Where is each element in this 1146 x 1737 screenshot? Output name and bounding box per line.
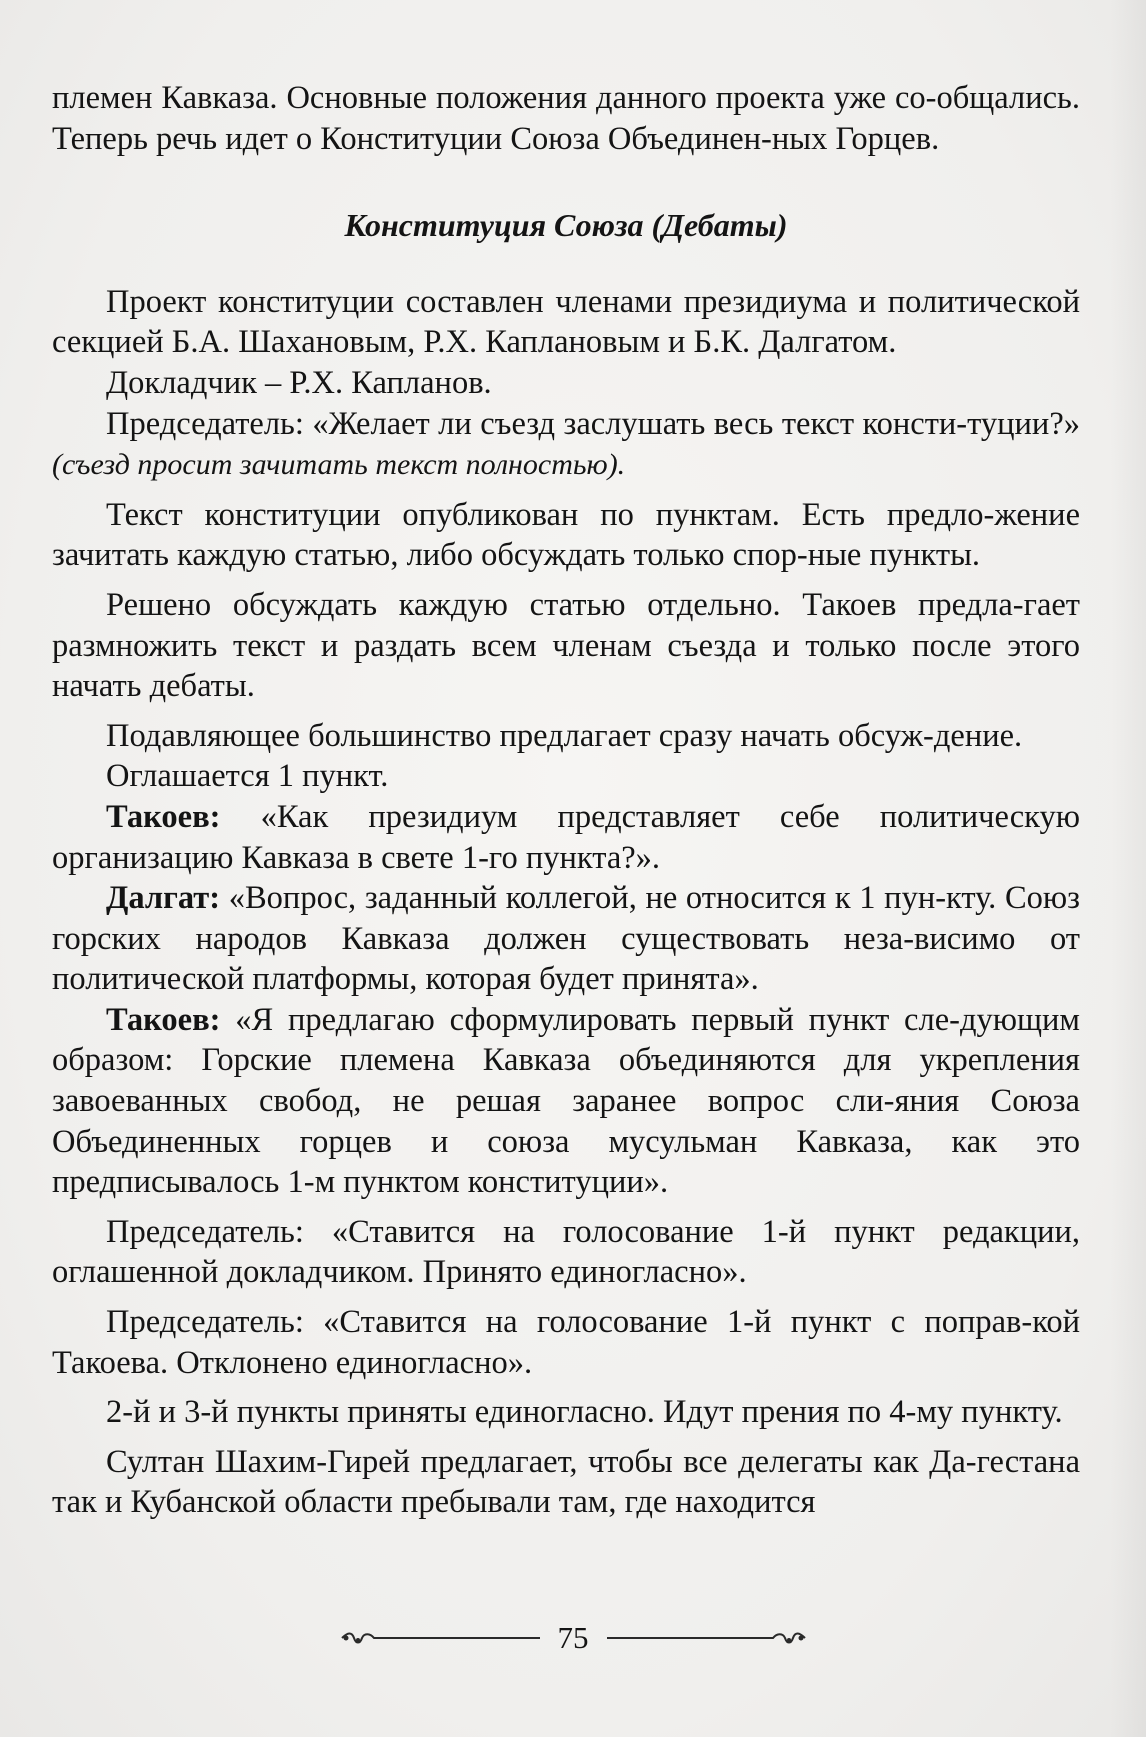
paragraph: Оглашается 1 пункт. <box>106 758 389 795</box>
page-number: 75 <box>557 1620 589 1655</box>
paragraph: Докладчик – Р.Х. Капланов. <box>106 364 492 401</box>
paragraph: Текст конституции опубликован по пунктам. Есть предло-жение зачитать каждую статью, либо обсуждать только спор-ные пункты. <box>52 496 1080 574</box>
paragraph: Султан Шахим-Гирей предлагает, чтобы все делегаты как Да-гестана так и Кубанской области пребывали там, где находится <box>52 1443 1080 1521</box>
paragraph <box>52 404 1080 486</box>
footer-rule-left <box>380 1637 540 1639</box>
body-text <box>52 78 1080 1523</box>
flourish-left-icon <box>340 1630 380 1646</box>
speaker-name: Такоев: <box>106 798 221 835</box>
speech: «Вопрос, заданный коллегой, не относится к 1 пун-кту. Союз горских народов Кавказа должен существовать неза-висимо от политической платформы, которая будет принята». <box>52 880 1080 998</box>
speech: «Я предлагаю сформулировать первый пункт сле-дующим образом: Горские племена Кавказа объединяются для укрепления завоеванных свобод, не решая заранее вопрос сли-яния Союза Объединенных горцев и союза мусульман Кавказа, как это предписывалось 1-м пунктом конституции». <box>52 1001 1080 1201</box>
paragraph: Проект конституции составлен членами президиума и политической секцией Б.А. Шахановым, Р.Х. Каплановым и Б.К. Далгатом. <box>52 283 1080 361</box>
paragraph: Подавляющее большинство предлагает сразу начать обсуж-дение. <box>106 717 1023 754</box>
page-edge-shadow <box>1110 0 1146 1737</box>
footer-ornament-left <box>340 1630 540 1646</box>
paragraph: племен Кавказа. Основные положения данного проекта уже со-общались. Теперь речь идет о Конституции Союза Объединен-ных Горцев. <box>52 80 1080 157</box>
chair-quote: Председатель: «Желает ли съезд заслушать весь текст консти-туции?» <box>106 405 1080 442</box>
paragraph <box>52 797 1080 878</box>
speech: «Как президиум представляет себе политическую организацию Кавказа в свете 1-го пункта?». <box>52 798 1081 876</box>
page-footer <box>0 1618 1146 1658</box>
paragraph: 2-й и 3-й пункты приняты единогласно. Идут прения по 4-му пункту. <box>106 1394 1063 1431</box>
footer-ornament-right <box>607 1630 807 1646</box>
paragraph <box>52 1000 1080 1203</box>
section-title: Конституция Союза (Дебаты) <box>344 207 788 244</box>
paragraph: Решено обсуждать каждую статью отдельно. Такоев предла-гает размножить текст и раздать всем членам съезда и только после этого начать дебаты. <box>52 586 1080 705</box>
stage-note: (съезд просит зачитать текст полностью). <box>52 448 626 482</box>
paragraph: Председатель: «Ставится на голосование 1-й пункт редакции, оглашенной докладчиком. Принято единогласно». <box>52 1213 1080 1291</box>
flourish-right-icon <box>767 1630 807 1646</box>
paragraph: Председатель: «Ставится на голосование 1-й пункт с поправ-кой Такоева. Отклонено единогласно». <box>52 1304 1080 1381</box>
footer-rule-right <box>607 1637 767 1639</box>
speaker-name: Такоев: <box>106 1001 221 1038</box>
speaker-name: Далгат: <box>106 880 221 917</box>
paragraph <box>52 878 1080 1000</box>
